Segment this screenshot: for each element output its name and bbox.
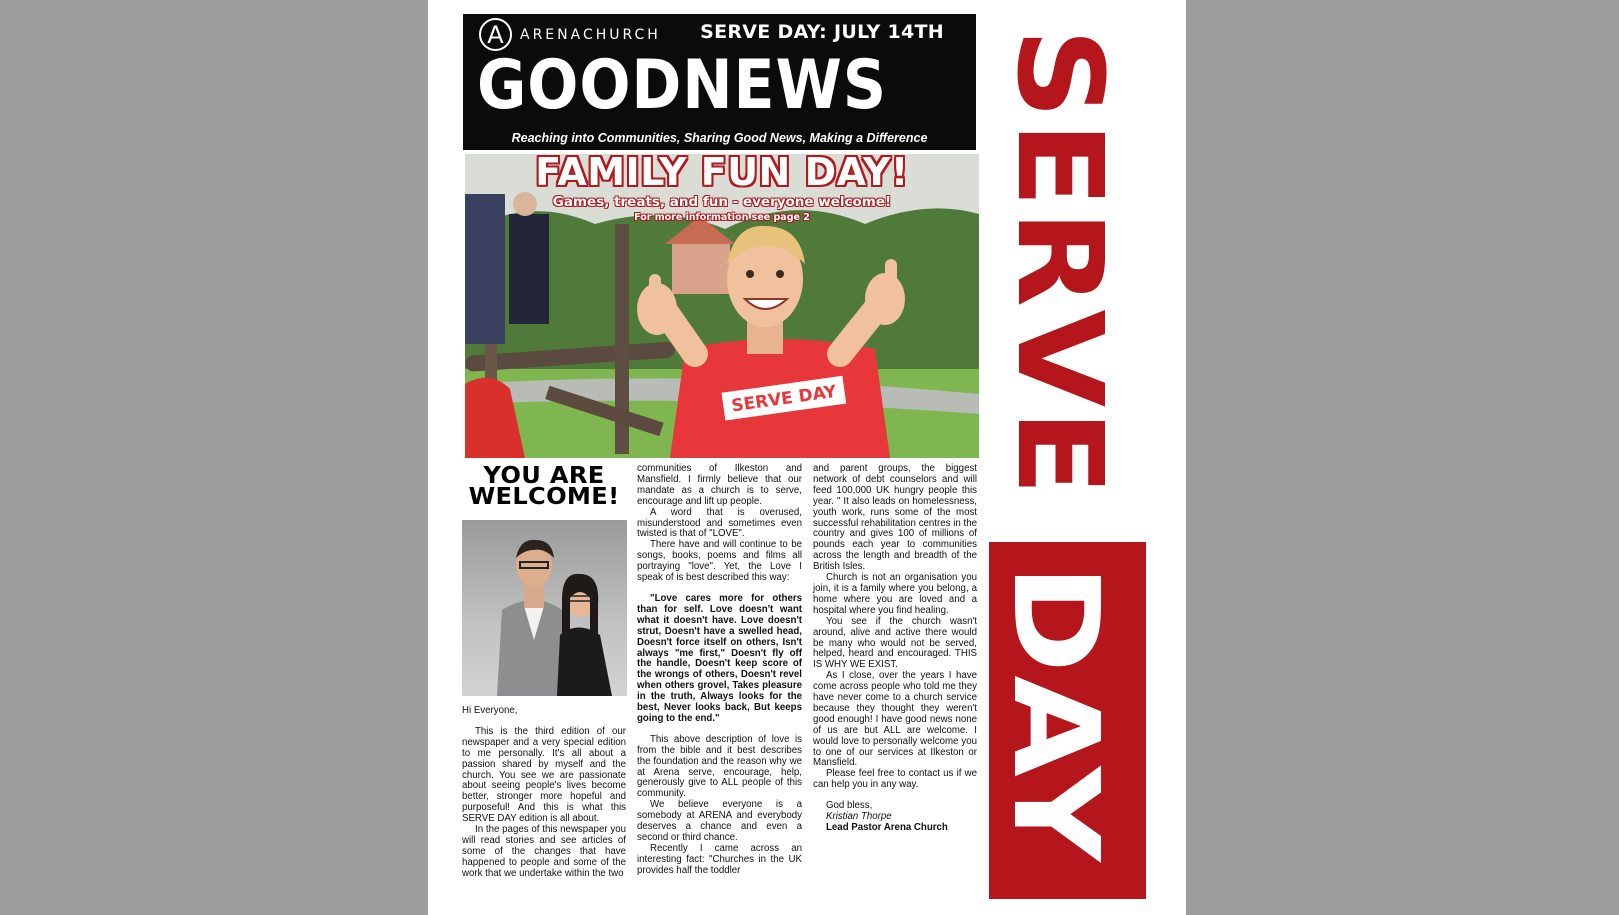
side-banner-serve-text: SERVE	[991, 28, 1129, 467]
pastor-couple-illustration	[462, 520, 627, 696]
side-banner-day-box	[989, 542, 1146, 899]
pastor-photo	[462, 520, 627, 696]
paragraph: Please feel free to contact us if we can help you in any way.	[813, 768, 977, 791]
title-news: NEWS	[682, 46, 887, 125]
title-good: GOOD	[477, 46, 683, 125]
feature-photo	[465, 150, 979, 458]
side-banner-day	[989, 542, 1146, 899]
article-column-1	[462, 706, 626, 880]
paragraph: There have and will continue to be songs, books, poems and films all portraying "love". Yet, the Love I speak of is best described this way:	[637, 539, 802, 584]
greeting: Hi Everyone,	[462, 705, 518, 716]
masthead	[463, 14, 976, 150]
paragraph: This is the third edition of our newspaper and a very special edition to me personally. It's all about a passion shared by myself and the church. You see we are passionate about seeing people's lives become better, stronger more hopeful and purposeful! And this is what this SERVE DAY edition is all about.	[462, 725, 626, 825]
logo-text: ARENACHURCH	[520, 26, 661, 43]
feature-info: For more information see page 2	[634, 212, 810, 223]
paragraph: This above description of love is from the bible and it best describes the foundation and the reason why we at Arena serve, encourage, help, generously give to ALL people of this community.	[637, 733, 802, 800]
bible-quote	[637, 594, 802, 725]
arena-logo-icon: A	[479, 18, 512, 51]
paragraph: Recently I came across an interesting fact: "Churches in the UK provides half the toddler	[637, 842, 802, 876]
newspaper-title	[477, 46, 887, 125]
article-headline: YOU ARE WELCOME!	[468, 463, 620, 510]
paragraph: As I close, over the years I have come across people who told me they have never come to a church service because they thought they weren't good enough! I have good news none of us are but ALL are welcome. I would love to personally welcome you to one of our services at Ilkeston or Mansfield.	[813, 670, 977, 769]
article-column-2	[637, 464, 802, 877]
side-banner-serve	[991, 28, 1130, 498]
side-banner-day-text: DAY	[987, 564, 1125, 834]
paragraph: A word that is overused, misunderstood and sometimes even twisted is that of "LOVE".	[637, 506, 802, 540]
date-banner: SERVE DAY: JULY 14TH	[700, 21, 944, 43]
feature-subtitle: Games, treats, and fun - everyone welcome!	[552, 194, 892, 210]
article-column-3	[813, 464, 977, 834]
bible-quote-text: "Love cares more for others than for self. Love doesn't want what it doesn't have. Love doesn't strut, Doesn't have a swelled head, Doesn't force itself on others, Isn't always "me first," Doesn't fly off the handle, Doesn't keep score of the wrongs of others, Doesn't revel when others grovel, Takes pleasure in the truth, Always looks for the best, Never looks back, But keeps going to the end."	[637, 592, 802, 724]
paragraph: communities of Ilkeston and Mansfield. I firmly believe that our mandate as a church is to serve, encourage and lift up people.	[637, 463, 802, 507]
paragraph: We believe everyone is a somebody at ARENA and everybody deserves a chance and even a second or third chance.	[637, 799, 802, 843]
tagline: Reaching into Communities, Sharing Good News, Making a Difference	[511, 131, 928, 145]
paragraph: Church is not an organisation you join, it is a family where you belong, a home where you are loved and a hospital where you find healing.	[813, 572, 977, 616]
signature-name: Kristian Thorpe	[826, 811, 892, 823]
paragraph: You see if the church wasn't around, alive and active there would be many who would not be served, helped, heard and encouraged. THIS IS WHY WE EXIST.	[813, 615, 977, 671]
feature-title: FAMILY FUN DAY!	[535, 150, 909, 194]
newspaper-page	[428, 0, 1186, 915]
paragraph: and parent groups, the biggest network of debt counselors and will feed 100,000 UK hungry people this year. " It also leads on homelessness, youth work, runs some of the most successful rehabilitation centres in the country and gives 100 of millions of pounds each year to communities across the length and breadth of the British Isles.	[813, 463, 977, 573]
role	[813, 823, 977, 834]
role-text: Lead Pastor Arena Church	[826, 822, 948, 833]
signoff: God bless,	[826, 800, 873, 812]
paragraph: In the pages of this newspaper you will read stories and see articles of some of the changes that have happened to people and some of the work that we undertake within the two	[462, 824, 626, 879]
tshirt-text: SERVE DAY	[730, 381, 838, 417]
